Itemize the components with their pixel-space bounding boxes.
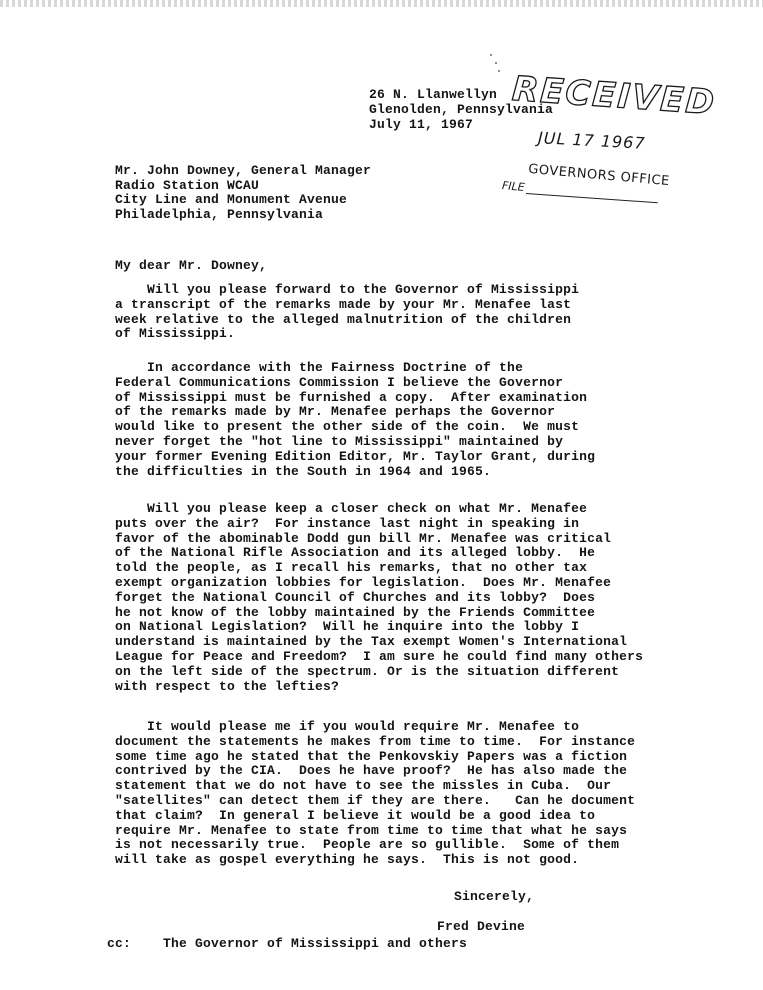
paragraph-line: he not know of the lobby maintained by the Friends Committee <box>115 604 596 620</box>
paragraph-line: of Mississippi. <box>115 326 236 342</box>
paragraph-line: forget the National Council of Churches and its lobby? Does <box>115 589 596 605</box>
paragraph-line: League for Peace and Freedom? I am sure he could find many others <box>115 648 644 664</box>
paragraph-line: would like to present the other side of the coin. We must <box>115 419 580 435</box>
paragraph-line: Federal Communications Commission I believe the Governor <box>115 374 564 390</box>
cc-recipients: The Governor of Mississippi and others <box>163 936 468 951</box>
paragraph-line: favor of the abominable Dodd gun bill Mr. Menafee was critical <box>115 530 612 546</box>
signature: Fred Devine <box>437 919 526 934</box>
paragraph-line: that claim? In general I believe it would be a good idea to <box>115 807 596 823</box>
cc-label: cc: <box>107 936 132 951</box>
governors-office-stamp: GOVERNORS OFFICE <box>527 161 671 190</box>
paragraph-line: told the people, as I recall his remarks, that no other tax <box>115 560 588 576</box>
paragraph-line: of the National Rifle Association and its alleged lobby. He <box>115 545 596 561</box>
paragraph-line: week relative to the alleged malnutrition of the children <box>115 311 572 327</box>
received-stamp-date: JUL 17 1967 <box>537 128 647 153</box>
sender-street: 26 N. Llanwellyn <box>369 87 498 102</box>
paragraph-line: on National Legislation? Will he inquire into the lobby I <box>115 619 580 635</box>
paper-speck <box>498 70 500 72</box>
paragraph-line: Will you please keep a closer check on what Mr. Menafee <box>115 501 588 516</box>
recipient-name: Mr. John Downey, General Manager <box>115 163 372 178</box>
paragraph-line: "satellites" can detect them if they are there. Can he document <box>115 792 636 808</box>
paragraph-line: statement that we do not have to see the missles in Cuba. Our <box>115 778 612 794</box>
paragraph-line: is not necessarily true. People are so gullible. Some of them <box>115 837 620 853</box>
paragraph-line: of Mississippi must be furnished a copy. After examination <box>115 389 588 405</box>
paragraph-line: It would please me if you would require Mr. Menafee to <box>115 719 580 734</box>
sender-address <box>369 87 553 132</box>
paragraph-line: will take as gospel everything he says. This is not good. <box>115 852 580 868</box>
paragraph-line: In accordance with the Fairness Doctrine of the <box>115 360 524 375</box>
paragraph-line: understand is maintained by the Tax exempt Women's International <box>115 634 628 650</box>
paragraph-line: on the left side of the spectrum. Or is the situation different <box>115 663 620 679</box>
paragraph-2 <box>115 361 715 479</box>
paragraph-4 <box>115 720 715 868</box>
paragraph-line: Will you please forward to the Governor of Mississippi <box>115 282 580 297</box>
paragraph-line: your former Evening Edition Editor, Mr. Taylor Grant, during <box>115 448 596 464</box>
paragraph-line: contrived by the CIA. Does he have proof? He has also made the <box>115 763 628 779</box>
received-stamp: RECEIVED <box>510 68 718 124</box>
paragraph-line: a transcript of the remarks made by your Mr. Menafee last <box>115 296 572 312</box>
paper-speck <box>495 62 497 64</box>
paragraph-line: the difficulties in the South in 1964 and 1965. <box>115 463 492 479</box>
paragraph-line: document the statements he makes from time to time. For instance <box>115 733 636 749</box>
torn-page-edge <box>0 0 763 7</box>
paragraph-1 <box>115 283 715 342</box>
file-rule-line <box>526 193 658 204</box>
paragraph-line: exempt organization lobbies for legislation. Does Mr. Menafee <box>115 574 612 590</box>
closing: Sincerely, <box>454 889 535 904</box>
salutation: My dear Mr. Downey, <box>115 258 268 273</box>
paper-speck <box>490 54 492 56</box>
paragraph-line: never forget the "hot line to Mississippi" maintained by <box>115 433 564 449</box>
recipient-city: Philadelphia, Pennsylvania <box>115 206 324 222</box>
paragraph-line: require Mr. Menafee to state from time to time that what he says <box>115 822 628 838</box>
letter-date: July 11, 1967 <box>369 117 474 132</box>
recipient-station: Radio Station WCAU <box>115 177 260 193</box>
recipient-street: City Line and Monument Avenue <box>115 192 348 207</box>
file-label: FILE <box>501 179 526 194</box>
paragraph-line: of the remarks made by Mr. Menafee perhaps the Governor <box>115 404 556 420</box>
paragraph-line: with respect to the lefties? <box>115 678 340 694</box>
paragraph-3 <box>115 502 715 694</box>
paragraph-line: some time ago he stated that the Penkovskiy Papers was a fiction <box>115 748 628 764</box>
sender-city: Glenolden, Pennsylvania <box>369 102 554 117</box>
recipient-address <box>115 164 371 222</box>
paragraph-line: puts over the air? For instance last night in speaking in <box>115 515 580 531</box>
